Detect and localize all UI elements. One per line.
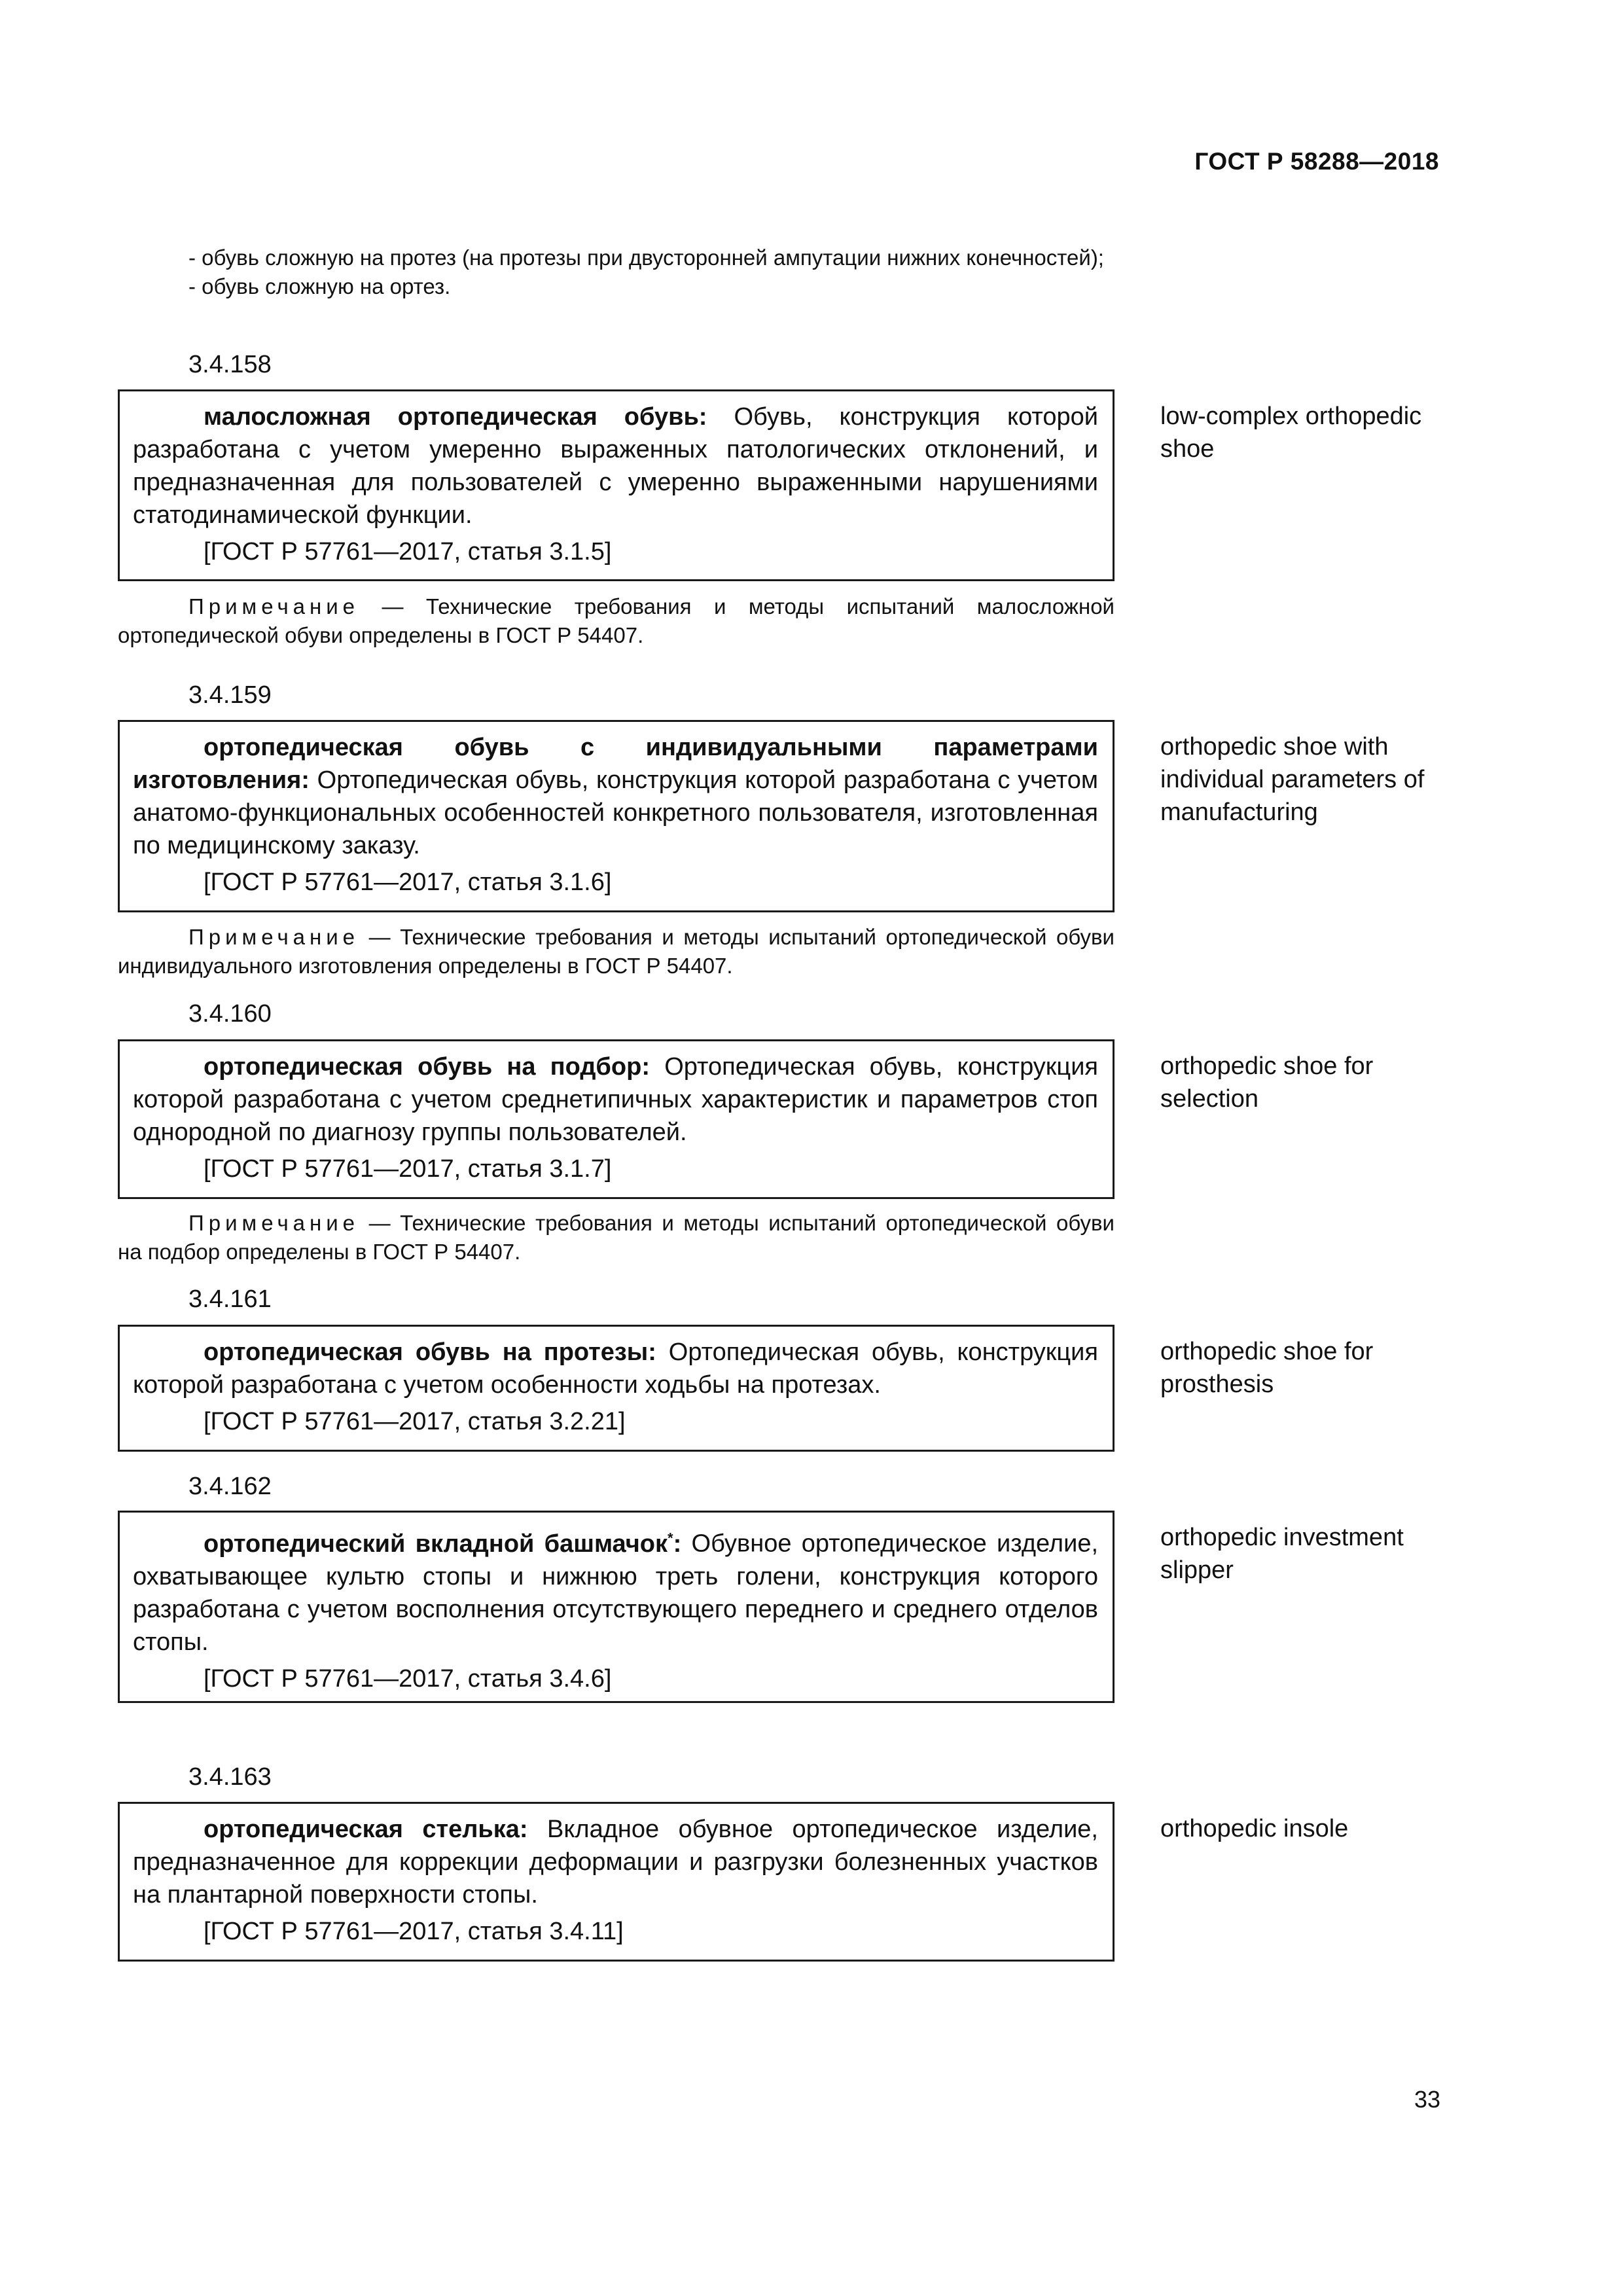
term: ортопедический вкладной башмачок*: xyxy=(204,1530,682,1558)
source-ref: [ГОСТ Р 57761—2017, статья 3.2.21] xyxy=(204,1408,626,1435)
intro-list xyxy=(118,243,1115,301)
definition: Обувное ортопедическое изделие, охватывающее культю стопы и нижнюю треть голени, конструкция которого разработана с учетом восполнения отсутствующего переднего и среднего отделов стопы. xyxy=(133,1530,1099,1656)
term-box xyxy=(118,1325,1115,1452)
english-term: orthopedic shoe for selection xyxy=(1160,1052,1374,1113)
note-text: — Технические требования и методы испытаний ортопедической обуви на подбор определены в ГОСТ Р 54407. xyxy=(118,1211,1115,1264)
term: малосложная ортопедическая обувь: xyxy=(204,403,707,431)
note xyxy=(118,1209,1115,1266)
entry-number: 3.4.159 xyxy=(188,681,272,709)
entry-number: 3.4.162 xyxy=(188,1473,272,1500)
term: ортопедическая стелька: xyxy=(204,1816,528,1843)
english-term: orthopedic shoe with individual parameters of manufacturing xyxy=(1160,733,1425,826)
intro-item: - обувь сложную на ортез. xyxy=(188,274,451,298)
definition: Ортопедическая обувь, конструкция которой разработана с учетом анатомо-функциональных особенностей конкретного пользователя, изготовленная по медицинскому заказу. xyxy=(133,766,1098,859)
english-term: orthopedic shoe for prosthesis xyxy=(1160,1338,1374,1398)
entry-number: 3.4.161 xyxy=(188,1285,272,1313)
english-term: orthopedic investment slipper xyxy=(1160,1524,1404,1584)
footnote-mark: * xyxy=(668,1530,673,1546)
intro-item: - обувь сложную на протез (на протезы при двусторонней ампутации нижних конечностей); xyxy=(188,245,1104,270)
note xyxy=(118,923,1115,980)
term: ортопедическая обувь на протезы: xyxy=(204,1338,656,1366)
term-box xyxy=(118,1511,1115,1703)
source-ref: [ГОСТ Р 57761—2017, статья 3.1.6] xyxy=(204,869,612,896)
entry-number: 3.4.158 xyxy=(188,351,272,378)
english-term: low-complex orthopedic shoe xyxy=(1160,403,1422,463)
term-box xyxy=(118,720,1115,912)
definition: Ортопедическая обувь, конструкция которой разработана с учетом особенности ходьбы на протезах. xyxy=(133,1338,1098,1399)
english-term: orthopedic insole xyxy=(1160,1815,1349,1842)
source-ref: [ГОСТ Р 57761—2017, статья 3.4.11] xyxy=(204,1918,624,1945)
page-number: 33 xyxy=(1414,2086,1440,2113)
document-header: ГОСТ Р 58288—2018 xyxy=(1194,148,1439,175)
note-text: — Технические требования и методы испытаний ортопедической обуви индивидуального изготовления определены в ГОСТ Р 54407. xyxy=(118,925,1115,978)
term-box xyxy=(118,389,1115,581)
note xyxy=(118,592,1115,650)
definition: Вкладное обувное ортопедическое изделие, предназначенное для коррекции деформации и разгрузки болезненных участков на плантарной поверхности стопы. xyxy=(133,1816,1098,1909)
note-label: Примечание xyxy=(188,594,360,619)
term-box xyxy=(118,1039,1115,1199)
source-ref: [ГОСТ Р 57761—2017, статья 3.1.5] xyxy=(204,538,612,565)
term: ортопедическая обувь на подбор: xyxy=(204,1053,650,1081)
definition: Обувь, конструкция которой разработана с учетом умеренно выраженных патологических отклонений, и предназначенная для пользователей с умеренно выраженными нарушениями статодинамической функции. xyxy=(133,403,1098,529)
note-label: Примечание xyxy=(188,1211,360,1235)
term-box xyxy=(118,1802,1115,1962)
note-label: Примечание xyxy=(188,925,360,949)
term: ортопедическая обувь с индивидуальными параметрами изготовления: xyxy=(133,734,1098,794)
entry-number: 3.4.163 xyxy=(188,1763,272,1791)
note-text: — Технические требования и методы испытаний малосложной ортопедической обуви определены в ГОСТ Р 54407. xyxy=(118,594,1115,647)
definition: Ортопедическая обувь, конструкция которой разработана с учетом среднетипичных характеристик и параметров стоп однородной по диагнозу группы пользователей. xyxy=(133,1053,1098,1146)
entry-number: 3.4.160 xyxy=(188,1000,272,1028)
source-ref: [ГОСТ Р 57761—2017, статья 3.4.6] xyxy=(204,1664,612,1693)
source-ref: [ГОСТ Р 57761—2017, статья 3.1.7] xyxy=(204,1155,612,1183)
